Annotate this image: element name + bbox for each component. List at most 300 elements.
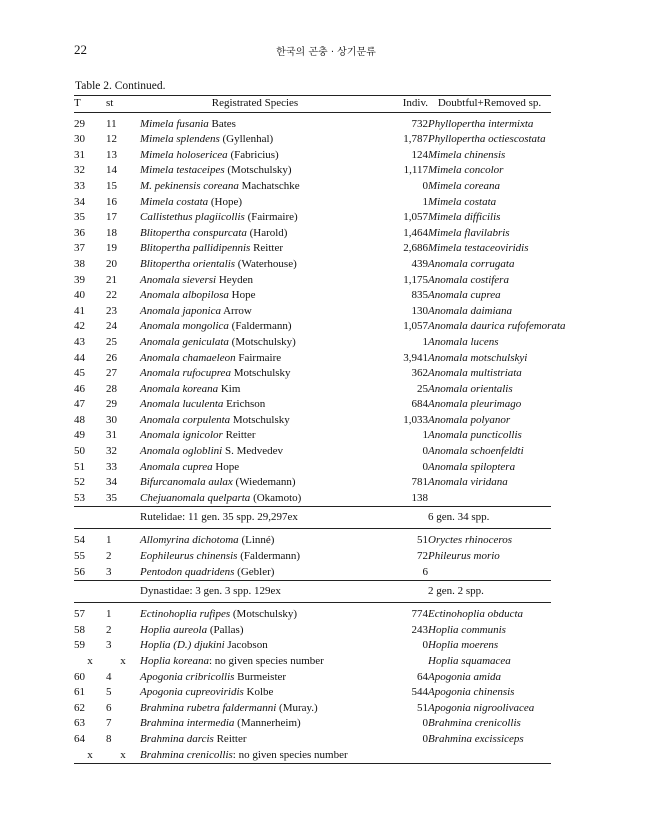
table-row [74,748,551,764]
cell-st: 27 [106,367,117,380]
cell-indiv [370,654,428,670]
cell-species [140,335,370,351]
cell-species [140,670,370,686]
cell-doubtful: Phyllopertha intermixta [428,117,534,130]
species-name: M. pekinensis coreana [140,179,239,192]
table-row [74,413,551,429]
cell-doubtful: Phileurus morio [428,550,500,563]
cell-t: x [74,748,106,764]
cell-t: 63 [74,717,85,730]
table-row [74,112,551,132]
cell-t: 45 [74,367,85,380]
family-summary: Rutelidae: 11 gen. 35 spp. 29,297ex [140,507,370,529]
cell-t: 43 [74,335,85,348]
cell-st: 1 [106,534,112,547]
cell-st: 24 [106,320,117,333]
species-author: Jacobson [224,639,268,652]
table-row [74,565,551,581]
cell-st: x [106,748,140,764]
cell-indiv: 1,175 [403,273,428,286]
species-author: Motschulsky [230,413,290,426]
cell-t: 54 [74,534,85,547]
species-name: Mimela fusania [140,117,209,130]
cell-species [140,288,370,304]
table-row [74,382,551,398]
cell-t: 41 [74,304,85,317]
species-author: Motschulsky [230,367,291,380]
table-row [74,179,551,195]
cell-species [140,716,370,732]
cell-st: 34 [106,476,117,489]
species-name: Chejuanomala quelparta [140,491,251,504]
cell-species [140,444,370,460]
table-body [74,112,566,764]
cell-species [140,475,370,491]
cell-t: 33 [74,179,85,192]
species-author: Reitter [250,242,283,255]
table-row [74,623,551,639]
cell-doubtful: Anomala daurica rufofemorata [428,320,566,333]
summary-spacer [74,581,106,603]
table-row [74,491,551,507]
cell-doubtful: Phyllopertha octiescostata [428,133,546,146]
species-author: : no given species number [232,748,348,761]
cell-indiv: 1,057 [403,320,428,333]
species-author: (Muray.) [276,701,318,714]
cell-st: 30 [106,413,117,426]
cell-t: 32 [74,164,85,177]
species-author: (Gyllenhal) [219,133,274,146]
cell-st: 26 [106,351,117,364]
doubtful-summary: 2 gen. 2 spp. [428,581,551,603]
table-row [74,444,551,460]
cell-t: 36 [74,226,85,239]
cell-indiv: 243 [411,623,428,636]
cell-indiv: 25 [417,382,428,395]
cell-indiv: 0 [422,732,428,745]
cell-indiv: 684 [411,398,428,411]
species-name: Mimela splendens [140,133,220,146]
cell-species [140,748,370,764]
cell-species [140,685,370,701]
cell-indiv [370,748,428,764]
cell-species [140,226,370,242]
cell-indiv: 1,787 [403,133,428,146]
cell-indiv: 3,941 [403,351,428,364]
cell-doubtful: Mimela costata [428,195,497,208]
cell-indiv: 51 [417,701,428,714]
table-row [74,304,551,320]
cell-st: x [120,655,126,667]
cell-t: 49 [74,429,85,442]
species-author: Arrow [220,304,252,317]
table-header-row [74,96,551,113]
cell-indiv: 439 [411,257,428,270]
cell-st: 3 [106,565,112,578]
species-name: Brahmina intermedia [140,717,235,730]
cell-st: 15 [106,179,117,192]
cell-species [140,638,370,654]
cell-indiv: 774 [411,608,428,621]
species-author: Reitter [213,732,247,745]
cell-st: 29 [106,398,117,411]
table-row [74,654,551,670]
table-row [74,685,551,701]
species-author: (Motschulsky) [230,608,298,621]
species-name: Hoplia (D.) djukini [140,639,225,652]
cell-st: 11 [106,117,117,130]
species-name: Anomala mongolica [140,320,229,333]
species-name: Anomala albopilosa [140,289,229,302]
cell-st: 12 [106,133,117,146]
cell-st: 2 [106,550,112,563]
species-author: Hope [212,460,240,473]
species-name: Blitopertha pallidipennis [140,242,251,255]
table-row [74,397,551,413]
family-summary-row [74,507,551,529]
species-name: Hoplia koreana [140,655,209,667]
cell-doubtful: Hoplia squamacea [428,655,511,667]
cell-indiv: 1 [422,429,428,442]
species-author: Bates [208,117,236,130]
table-caption: Table 2. Continued. [75,80,166,92]
species-name: Anomala ignicolor [140,429,223,442]
species-name: Allomyrina dichotoma [140,534,239,547]
summary-spacer [370,581,428,603]
cell-t: x [87,655,93,667]
table-row [74,732,551,748]
species-name: Apogonia cupreoviridis [140,686,244,699]
cell-indiv: 0 [422,445,428,458]
cell-doubtful: Mimela coreana [428,179,500,192]
cell-indiv: 1 [422,195,428,208]
cell-doubtful: Anomala costifera [428,273,509,286]
species-name: Eophileurus chinensis [140,550,238,563]
cell-doubtful [428,491,551,507]
table-row [74,351,551,367]
cell-doubtful: Brahmina crenicollis [428,717,521,730]
cell-species [140,163,370,179]
cell-species [140,304,370,320]
cell-t: 30 [74,133,85,146]
summary-spacer [74,507,106,529]
table-row [74,257,551,273]
cell-doubtful: Brahmina excissiceps [428,732,524,745]
column-header-doubtful: Doubtful+Removed sp. [428,96,551,113]
cell-doubtful: Mimela chinensis [428,148,506,161]
cell-t: 51 [74,460,85,473]
cell-st: 17 [106,211,117,224]
species-name: Apogonia cribricollis [140,670,235,683]
table-row [74,288,551,304]
species-author: Machatschke [238,179,300,192]
cell-species [140,413,370,429]
cell-st: 33 [106,460,117,473]
cell-st: 14 [106,164,117,177]
cell-doubtful: Apogonia amida [428,670,502,683]
column-header-st: st [106,96,140,113]
cell-indiv: 1,117 [403,164,428,177]
cell-st: 5 [106,686,112,699]
species-author: (Pallas) [207,623,244,636]
cell-st: 32 [106,445,117,458]
cell-species [140,460,370,476]
cell-species [140,257,370,273]
table-row [74,163,551,179]
cell-t: 47 [74,398,85,411]
cell-indiv: 1,057 [403,211,428,224]
cell-t: 34 [74,195,85,208]
cell-t: 52 [74,476,85,489]
cell-indiv: 0 [422,460,428,473]
table-row [74,273,551,289]
species-name: Anomala chamaeleon [140,351,236,364]
cell-doubtful: Ectinohoplia obducta [428,608,524,621]
cell-st: 8 [106,732,112,745]
cell-t: 50 [74,445,85,458]
species-name: Mimela costata [140,195,209,208]
table-row [74,319,551,335]
cell-indiv: 362 [411,367,428,380]
cell-st: 20 [106,257,117,270]
cell-st: 13 [106,148,117,161]
cell-t: 48 [74,413,85,426]
cell-st: 19 [106,242,117,255]
column-header-t: T [74,96,106,113]
cell-st: 31 [106,429,117,442]
cell-t: 35 [74,211,85,224]
cell-indiv: 130 [411,304,428,317]
species-name: Pentodon quadridens [140,565,235,578]
doubtful-summary: 6 gen. 34 spp. [428,507,551,529]
species-author: Heyden [216,273,254,286]
cell-indiv: 6 [422,565,428,578]
cell-doubtful: Anomala schoenfeldti [428,445,524,458]
cell-indiv: 0 [422,179,428,192]
cell-t: 62 [74,701,85,714]
table-row [74,366,551,382]
cell-species [140,112,370,132]
cell-t: 29 [74,117,85,130]
cell-species [140,210,370,226]
species-author: (Motschulsky) [224,164,292,177]
cell-species [140,241,370,257]
summary-spacer [106,507,140,529]
species-name: Anomala rufocuprea [140,367,231,380]
species-author: Burmeister [234,670,287,683]
cell-st: 3 [106,639,112,652]
species-author: (Faldermann) [237,550,301,563]
running-title: 한국의 곤충 · 상기문류 [276,47,376,58]
cell-st: 28 [106,382,117,395]
species-author: (Waterhouse) [235,257,297,270]
species-name: Blitopertha conspurcata [140,226,247,239]
cell-indiv: 138 [411,491,428,504]
species-author: : no given species number [208,655,324,667]
cell-indiv: 732 [411,117,428,130]
cell-st: 25 [106,335,117,348]
species-author: (Hope) [208,195,243,208]
cell-t: 57 [74,608,85,621]
cell-t: 56 [74,565,85,578]
cell-indiv: 1,033 [403,413,428,426]
species-author: Fairmaire [235,351,282,364]
cell-indiv: 544 [411,686,428,699]
column-header-indiv: Indiv. [370,96,428,113]
species-author: (Harold) [246,226,288,239]
species-name: Anomala corpulenta [140,413,231,426]
cell-t: 37 [74,242,85,255]
summary-spacer [106,581,140,603]
table-row [74,460,551,476]
cell-species [140,366,370,382]
cell-t: 55 [74,550,85,563]
table-row [74,716,551,732]
cell-indiv: 124 [411,148,428,161]
species-name: Hoplia aureola [140,623,208,636]
table-row [74,226,551,242]
table-row [74,428,551,444]
cell-st: 21 [106,273,117,286]
cell-doubtful [428,748,551,764]
cell-st: 7 [106,717,112,730]
cell-t: 64 [74,732,85,745]
column-header-species: Registrated Species [140,96,370,113]
table-row [74,132,551,148]
cell-doubtful: Anomala cuprea [428,289,501,302]
cell-doubtful: Apogonia nigroolivacea [428,701,535,714]
species-name: Bifurcanomala aulax [140,476,233,489]
cell-st: 4 [106,670,112,683]
species-name: Anomala geniculata [140,335,229,348]
cell-doubtful: Anomala corrugata [428,257,515,270]
cell-species [140,132,370,148]
cell-doubtful: Mimela testaceoviridis [428,242,529,255]
species-author: (Mannerheim) [234,717,301,730]
cell-species [140,148,370,164]
species-author: Hope [228,289,256,302]
cell-species [140,491,370,507]
cell-species [140,273,370,289]
table-row [74,529,551,549]
species-name: Anomala luculenta [140,398,224,411]
cell-doubtful: Anomala puncticollis [428,429,522,442]
cell-species [140,701,370,717]
cell-indiv: 0 [422,639,428,652]
cell-t: 44 [74,351,85,364]
cell-species [140,428,370,444]
cell-species [140,654,370,670]
cell-species [140,397,370,413]
cell-t: 31 [74,148,85,161]
species-name: Anomala cuprea [140,460,213,473]
cell-st: 22 [106,289,117,302]
table-row [74,638,551,654]
cell-indiv: 781 [411,476,428,489]
cell-t: 53 [74,491,85,504]
species-author: Erichson [223,398,266,411]
cell-st: 18 [106,226,117,239]
cell-species [140,319,370,335]
cell-st: 1 [106,608,112,621]
cell-t: 59 [74,639,85,652]
cell-species [140,351,370,367]
cell-indiv: 64 [417,670,428,683]
cell-doubtful: Anomala polyanor [428,413,511,426]
cell-species [140,529,370,549]
cell-species [140,179,370,195]
cell-t: 46 [74,382,85,395]
table-row [74,701,551,717]
cell-doubtful [428,565,551,581]
species-author: (Gebler) [234,565,275,578]
table-row [74,475,551,491]
table-row [74,210,551,226]
cell-t: 61 [74,686,85,699]
species-name: Mimela testaceipes [140,164,225,177]
cell-st: 23 [106,304,117,317]
species-name: Brahmina rubetra faldermanni [140,701,277,714]
family-summary-row [74,581,551,603]
cell-t: 40 [74,289,85,302]
cell-doubtful: Hoplia moerens [428,639,499,652]
cell-doubtful: Oryctes rhinoceros [428,534,513,547]
cell-st: 35 [106,491,117,504]
cell-species [140,549,370,565]
species-author: (Fairmaire) [244,211,298,224]
table-row [74,195,551,211]
cell-indiv: 835 [411,289,428,302]
cell-doubtful: Anomala viridana [428,476,508,489]
cell-doubtful: Mimela difficilis [428,211,501,224]
cell-indiv: 72 [417,550,428,563]
species-table [74,95,566,764]
cell-st: 16 [106,195,117,208]
species-author: Kim [218,382,241,395]
species-author: S. Medvedev [222,445,283,458]
cell-species [140,195,370,211]
table-row [74,335,551,351]
cell-indiv: 1 [422,335,428,348]
species-name: Brahmina crenicollis [140,748,233,761]
species-author: (Motschulsky) [228,335,296,348]
cell-indiv: 51 [417,534,428,547]
cell-t: 38 [74,257,85,270]
cell-indiv: 0 [422,717,428,730]
species-name: Anomala japonica [140,304,221,317]
species-author: (Faldermann) [228,320,292,333]
cell-species [140,382,370,398]
species-name: Ectinohoplia rufipes [140,608,231,621]
cell-species [140,623,370,639]
cell-doubtful: Anomala pleurimago [428,398,522,411]
cell-t: 58 [74,623,85,636]
cell-species [140,565,370,581]
cell-st: 2 [106,623,112,636]
species-name: Anomala koreana [140,382,219,395]
table-row [74,603,551,623]
species-author: (Okamoto) [250,491,302,504]
cell-doubtful: Anomala orientalis [428,382,513,395]
species-author: Reitter [222,429,256,442]
table-row [74,241,551,257]
species-author: (Wiedemann) [232,476,296,489]
species-author: (Linné) [238,534,275,547]
cell-doubtful: Anomala multistriata [428,367,522,380]
cell-doubtful: Anomala spiloptera [428,460,516,473]
cell-t: 39 [74,273,85,286]
cell-indiv: 1,464 [403,226,428,239]
